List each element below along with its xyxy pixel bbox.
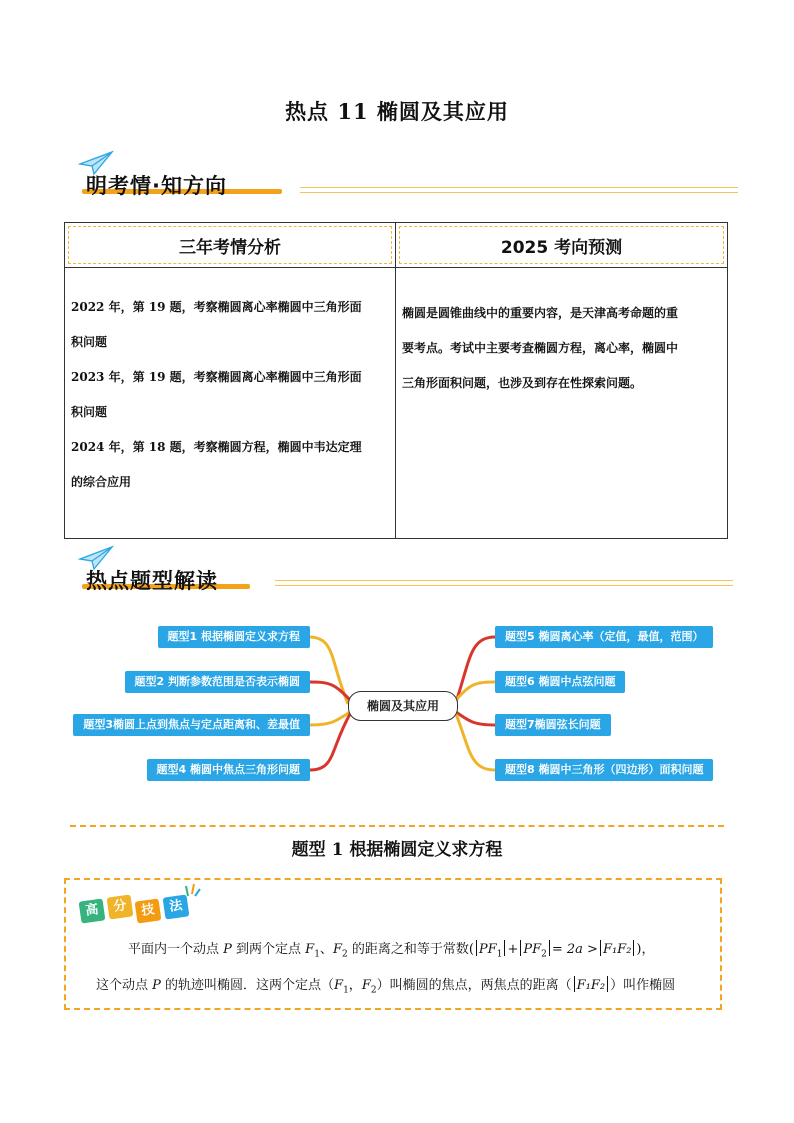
analysis-line: 2024 年，第 18 题，考察椭圆方程，椭圆中韦达定理: [71, 440, 362, 454]
section-label: 热点题型解读: [86, 569, 218, 593]
analysis-line: 积问题: [71, 335, 108, 349]
forecast-cell: [396, 268, 728, 539]
table-header-three-year: 三年考情分析: [65, 223, 396, 268]
page-title: 热点 11 椭圆及其应用: [285, 99, 509, 124]
definition-line-2: 这个动点 P 的轨迹叫椭圆．这两个定点（$F_1$，$F_2$）叫椭圆的焦点，两焦点的距离（ F₁F₂ ）叫作椭圆: [96, 978, 676, 996]
analysis-line: 2023 年，第 19 题，考察椭圆离心率椭圆中三角形面: [71, 370, 362, 384]
three-year-analysis-cell: [65, 268, 396, 539]
mindmap-node-type6[interactable]: 题型6 椭圆中点弦问题: [495, 671, 625, 693]
definition-line-1: 平面内一个动点 P 到两个定点 $F_1$、$F_2$ 的距离之和等于常数( $PF_1 + PF_2 = 2a > F_1F_2$ )，: [128, 942, 655, 960]
analysis-line: 积问题: [71, 405, 108, 419]
topic-title: 题型 1 根据椭圆定义求方程: [291, 840, 503, 860]
table-header-forecast: 2025 考向预测: [396, 223, 728, 268]
section-banner-hot-topics: [74, 545, 274, 593]
tag-score: 分: [107, 894, 134, 919]
mindmap-node-type7[interactable]: 题型7椭圆弦长问题: [495, 714, 611, 736]
tag-high: 高: [79, 898, 106, 923]
forecast-line: 要考点。考试中主要考查椭圆方程，离心率，椭圆中: [402, 341, 679, 355]
mindmap-node-type2[interactable]: 题型2 判断参数范围是否表示椭圆: [125, 671, 310, 693]
analysis-line: 2022 年，第 19 题，考察椭圆离心率椭圆中三角形面: [71, 300, 362, 314]
method-box: [64, 878, 722, 1010]
section-label: 明考情·知方向: [86, 174, 227, 198]
forecast-line: 三角形面积问题，也涉及到存在性探索问题。: [402, 376, 643, 390]
analysis-line: 的综合应用: [71, 475, 132, 489]
section-divider: [275, 580, 733, 586]
exam-analysis-table: [64, 222, 728, 539]
mindmap-node-type4[interactable]: 题型4 椭圆中焦点三角形问题: [147, 759, 310, 781]
forecast-line: 椭圆是圆锥曲线中的重要内容，是天津高考命题的重: [402, 306, 679, 320]
topic-divider: [70, 825, 724, 827]
mindmap-center-node: 椭圆及其应用: [348, 691, 458, 721]
sparkle-icon: [184, 882, 202, 898]
mindmap-node-type5[interactable]: 题型5 椭圆离心率（定值，最值，范围）: [495, 626, 713, 648]
section-banner-exam-analysis: [74, 150, 294, 198]
section-divider: [300, 187, 738, 193]
mindmap-node-type3[interactable]: 题型3椭圆上点到焦点与定点距离和、差最值: [73, 714, 310, 736]
mindmap-node-type1[interactable]: 题型1 根据椭圆定义求方程: [158, 626, 310, 648]
tag-method: 法: [163, 894, 190, 919]
tag-skill: 技: [135, 898, 162, 923]
mindmap-node-type8[interactable]: 题型8 椭圆中三角形（四边形）面积问题: [495, 759, 713, 781]
